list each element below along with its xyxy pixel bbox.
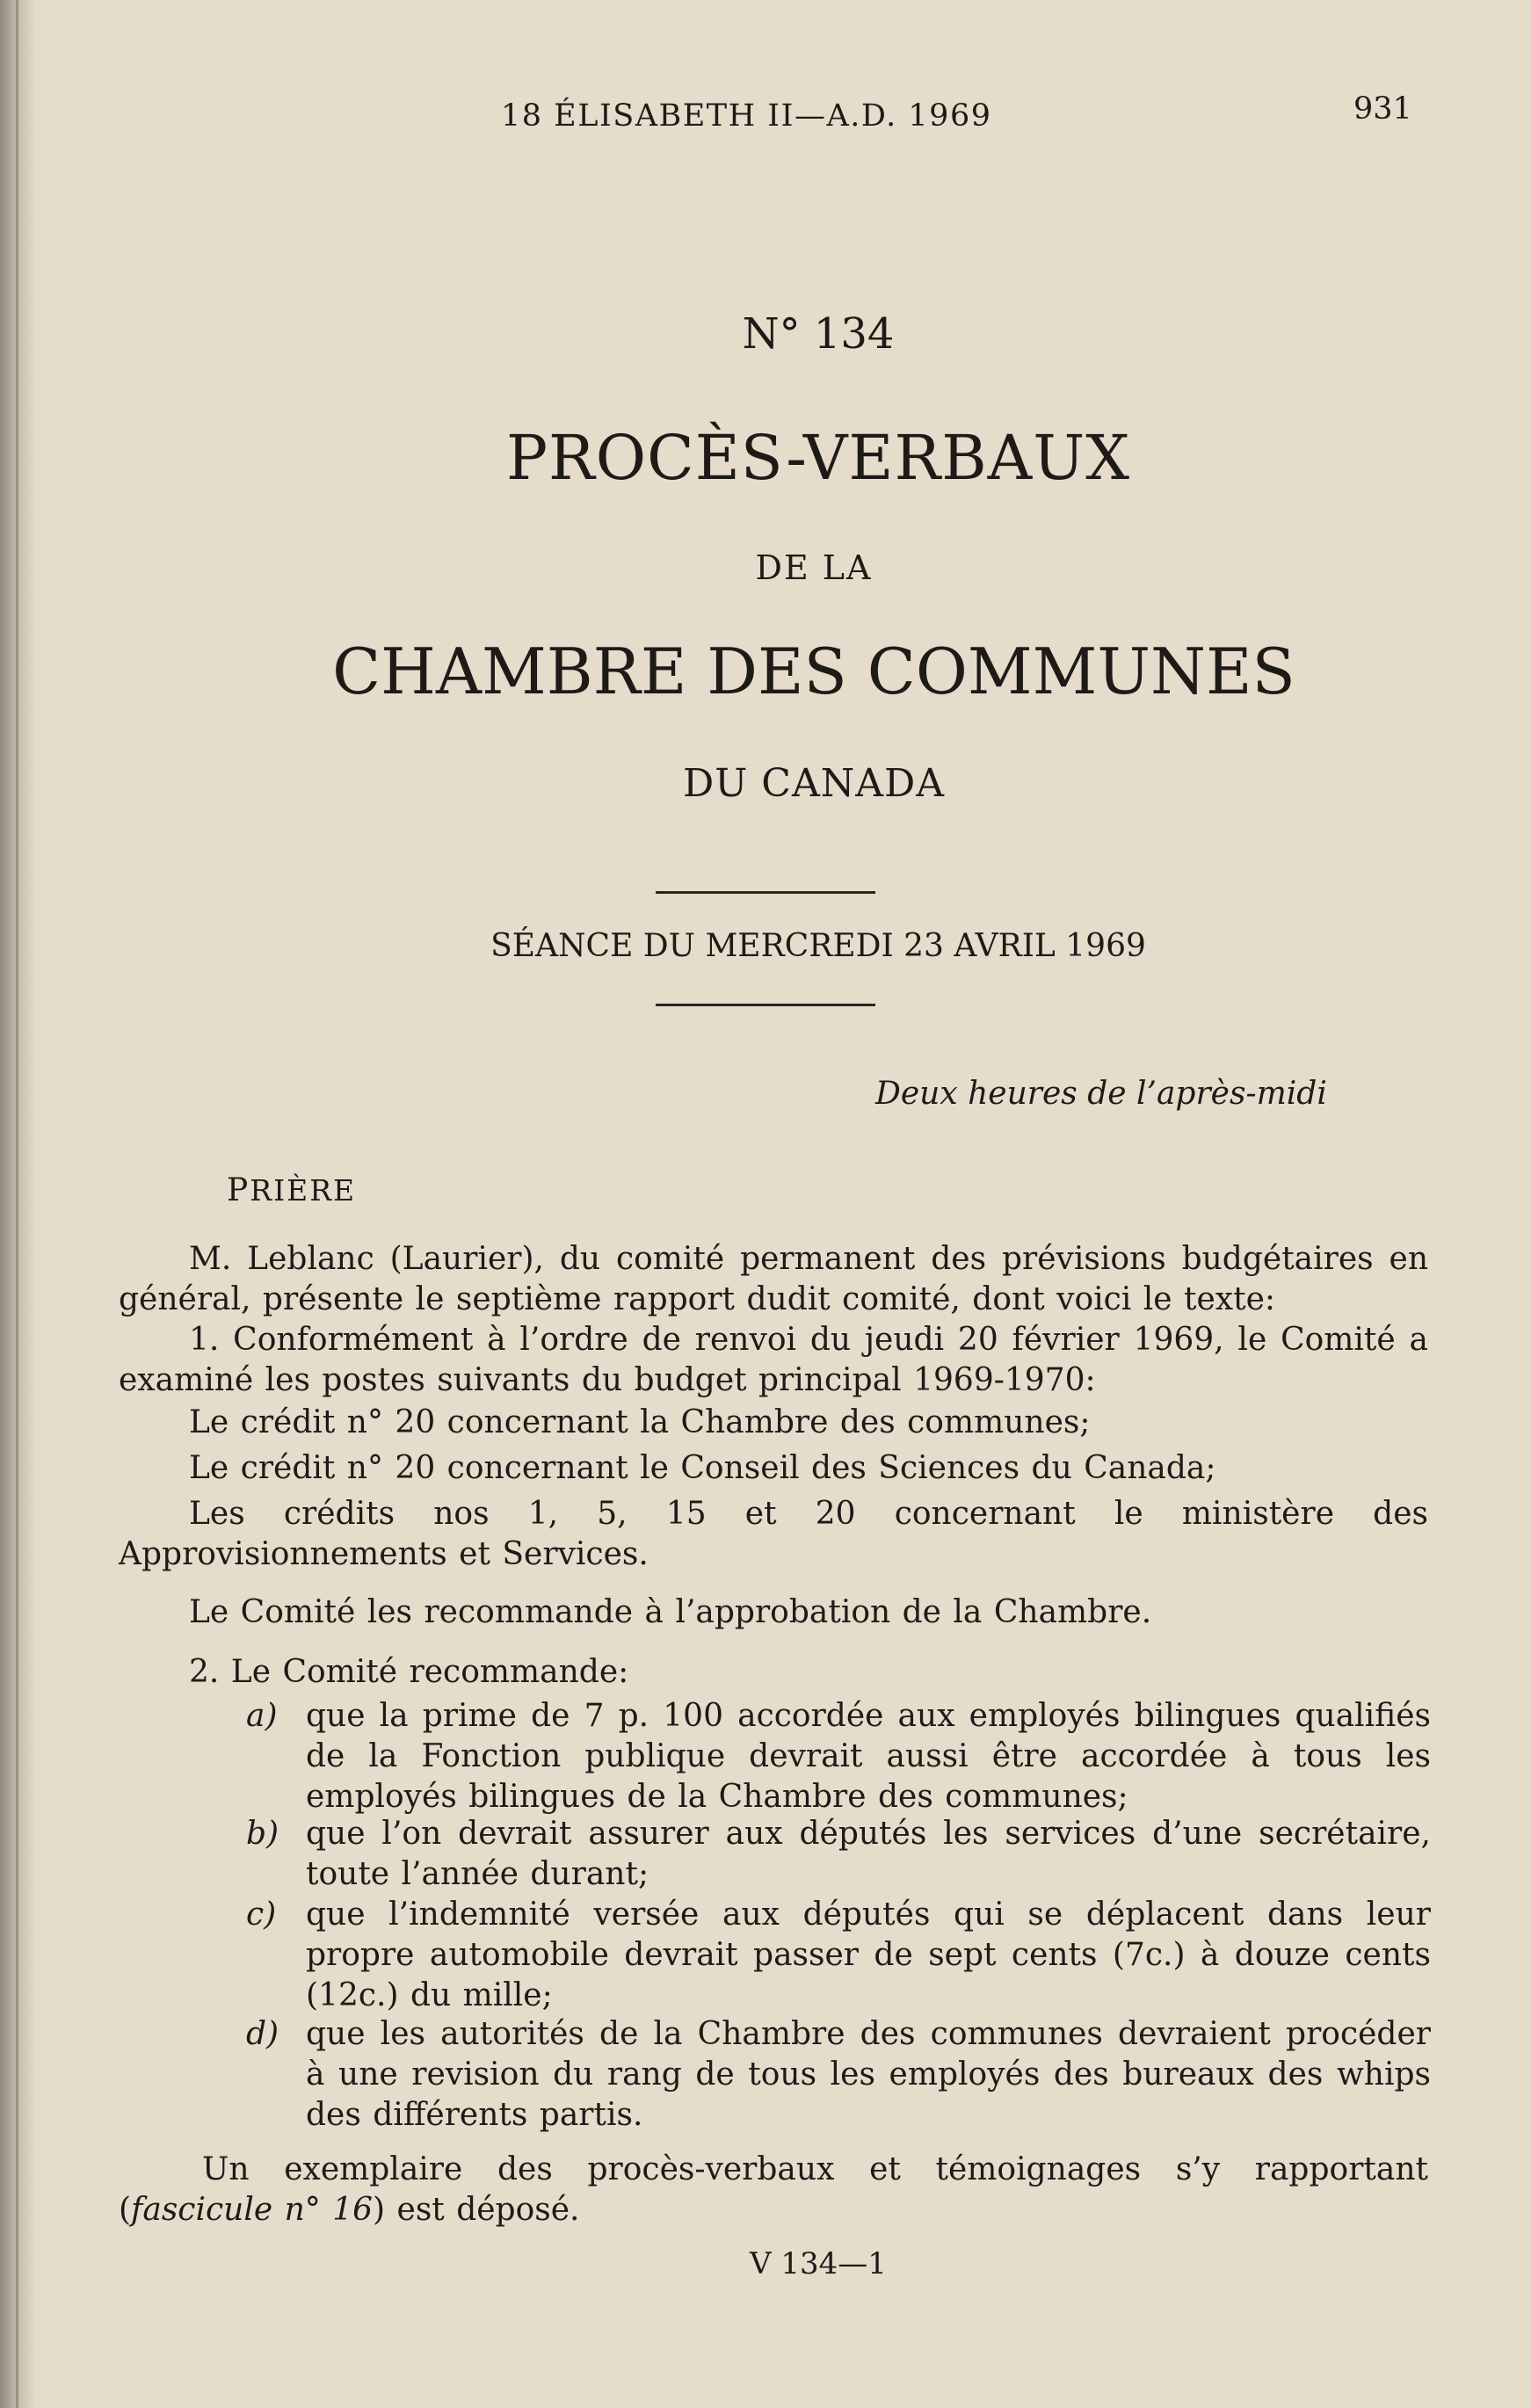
recommendation-item	[246, 1814, 1433, 1902]
deposit-statement	[119, 2150, 1428, 2230]
deposit-statement-end: ) est déposé.	[373, 2192, 580, 2228]
recommendation-item	[246, 2014, 1433, 2137]
item-text: que l’indemnité versée aux députés qui se déplacent dans leur propre automobile devrait passer de sept cents (7c.) à douze cents (12c.) du mille;	[306, 1897, 1431, 2013]
item-label: d)	[246, 2016, 279, 2052]
item-text: que l’on devrait assurer aux députés les services d’une secrétaire, toute l’année durant;	[306, 1816, 1431, 1892]
report-intro-paragraph: M. Leblanc (Laurier), du comité permanent des prévisions budgétaires en général, présente le septième rapport dudit comité, dont voici le texte:	[119, 1241, 1428, 1317]
section-heading-priere	[227, 1172, 356, 1208]
sitting-time: Deux heures de l’après-midi	[875, 1076, 1327, 1112]
credit-line-3: Les crédits nos 1, 5, 15 et 20 concernant le ministère des Approvisionnements et Services.	[119, 1496, 1428, 1572]
approval-recommendation: Le Comité les recommande à l’approbation de la Chambre.	[189, 1594, 1152, 1630]
page-binding-shadow	[0, 0, 37, 2408]
page-number: 931	[1353, 91, 1412, 127]
page-binding-edge	[16, 0, 18, 2408]
divider-rule-bottom	[656, 1004, 875, 1006]
section-heading-rest: RIÈRE	[250, 1173, 357, 1208]
divider-rule-top	[656, 891, 875, 894]
deposit-statement-start: Un exemplaire des procès-verbaux et témoignages s’y rapportant (	[119, 2151, 1428, 2228]
sitting-date: SÉANCE DU MERCREDI 23 AVRIL 1969	[490, 928, 1146, 964]
credit-line-2: Le crédit n° 20 concernant le Conseil des Sciences du Canada;	[189, 1450, 1216, 1486]
issue-number: N° 134	[742, 309, 895, 359]
running-title: 18 ÉLISABETH II—A.D. 1969	[501, 98, 992, 134]
item-label: a)	[246, 1698, 278, 1734]
item-text: que les autorités de la Chambre des communes devraient procéder à une revision du rang de tous les employés des bureaux des whips des différents partis.	[306, 2016, 1431, 2133]
section-heading-initial: P	[227, 1172, 250, 1208]
title-connector: DE LA	[755, 548, 873, 587]
item-label: b)	[246, 1816, 279, 1852]
country-subtitle: DU CANADA	[682, 761, 946, 806]
deposit-statement-reference: fascicule n° 16	[131, 2192, 374, 2228]
institution-title: CHAMBRE DES COMMUNES	[332, 635, 1295, 708]
credit-line-1: Le crédit n° 20 concernant la Chambre des communes;	[189, 1404, 1091, 1440]
report-point-2: 2. Le Comité recommande:	[189, 1654, 629, 1690]
document-title: PROCÈS-VERBAUX	[505, 422, 1131, 494]
item-label: c)	[246, 1897, 277, 1933]
report-point-1: 1. Conformément à l’ordre de renvoi du jeudi 20 février 1969, le Comité a examiné les postes suivants du budget principal 1969-1970:	[119, 1322, 1428, 1398]
recommendation-item	[246, 1696, 1433, 1819]
footer-signature: V 134—1	[750, 2246, 887, 2281]
item-text: que la prime de 7 p. 100 accordée aux employés bilingues qualifiés de la Fonction publique devrait aussi être accordée à tous les employés bilingues de la Chambre des communes;	[306, 1698, 1431, 1815]
recommendation-item	[246, 1895, 1433, 2018]
